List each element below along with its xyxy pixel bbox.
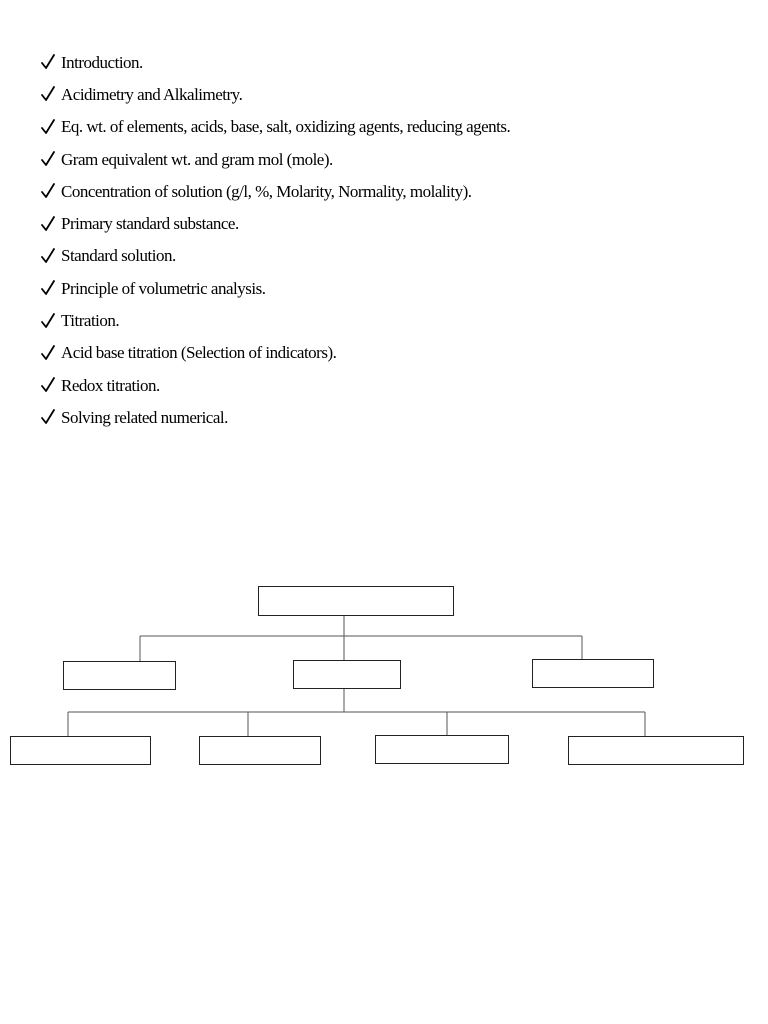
tree-node-box	[533, 660, 654, 688]
tree-root-box	[259, 587, 454, 616]
tree-leaf-box	[376, 736, 509, 764]
topic-text: Redox titration.	[61, 375, 160, 395]
topic-text: Acidimetry and Alkalimetry.	[61, 84, 243, 104]
tree-leaf-box	[11, 737, 151, 765]
topic-text: Acid base titration (Selection of indicators).	[61, 343, 337, 363]
topic-text: Eq. wt. of elements, acids, base, salt, oxidizing agents, reducing agents.	[61, 117, 511, 137]
tree-leaf-box	[569, 737, 744, 765]
topic-text: Concentration of solution (g/l, %, Molarity, Normality, molality).	[61, 181, 472, 201]
topic-text: Introduction.	[61, 52, 143, 72]
tree-leaf-box	[200, 737, 321, 765]
topic-text: Gram equivalent wt. and gram mol (mole).	[61, 149, 333, 169]
topic-text: Primary standard substance.	[61, 214, 239, 234]
topic-text: Titration.	[61, 311, 120, 331]
tree-node-box	[64, 662, 176, 690]
tree-node-box	[294, 661, 401, 689]
topic-text: Principle of volumetric analysis.	[61, 278, 266, 298]
topic-text: Standard solution.	[61, 246, 176, 266]
topic-text: Solving related numerical.	[61, 407, 228, 427]
